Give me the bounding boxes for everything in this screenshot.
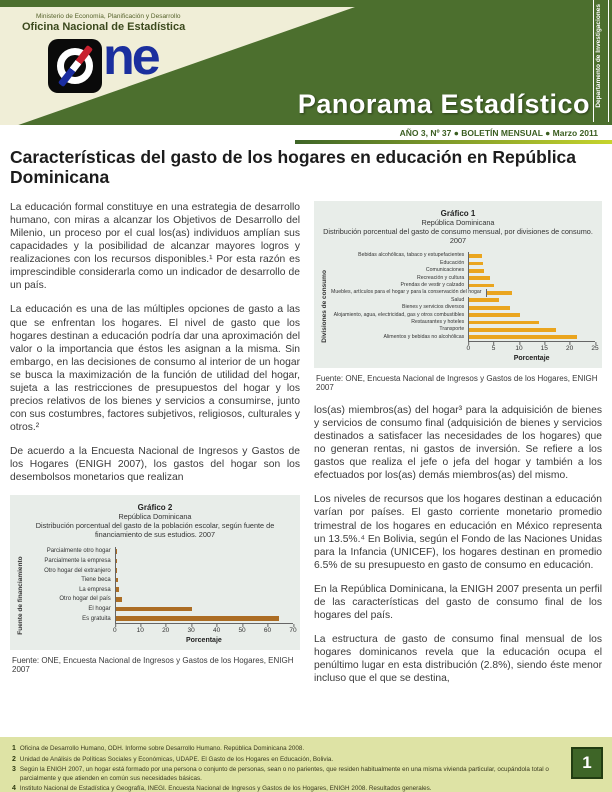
bar-category-label: Muebles, artículos para el hogar y para la conservación del hogar (331, 289, 482, 296)
x-axis-tick: 50 (238, 624, 245, 634)
x-axis-tick: 30 (188, 624, 195, 634)
x-axis-tick: 0 (466, 342, 470, 352)
bar-row (27, 604, 293, 614)
bar (469, 254, 482, 258)
bar-category-label: Educación (440, 259, 465, 266)
bar-row (331, 252, 595, 259)
bar (469, 335, 577, 339)
footnote-number: 3 (12, 766, 16, 774)
bar (116, 559, 117, 564)
bar-row (331, 326, 595, 333)
bar-row (27, 595, 293, 605)
chart-country: República Dominicana (421, 218, 495, 227)
footnote (12, 756, 562, 764)
plot-area (331, 252, 599, 363)
bar-track (468, 252, 595, 259)
footnote-text: Según la ENIGH 2007, un hogar está formado por una persona o conjunto de personas, sean o no parientes, que residen habitualmente en una misma vivienda particular, ocupándola total o parcialmente y que atienden en común sus necesidades básicas. (19, 766, 549, 782)
bar-track (115, 547, 293, 557)
bar-track (115, 566, 293, 576)
footnote-band (0, 737, 612, 792)
bar-category-label: Alimentos y bebidas no alcohólicas (383, 333, 465, 340)
chart-source: Fuente: ONE, Encuesta Nacional de Ingresos y Gastos de los Hogares, ENIGH 2007 (12, 656, 294, 675)
x-axis-tick: 20 (162, 624, 169, 634)
bar-row (331, 282, 595, 289)
bar-row (27, 556, 293, 566)
footnote (12, 766, 562, 782)
bar-track (115, 585, 293, 595)
gradient-divider (295, 140, 612, 144)
x-axis-tick: 10 (137, 624, 144, 634)
bar (469, 284, 494, 288)
plot-area (27, 547, 297, 645)
bar-row (331, 304, 595, 311)
bar-category-label: El hogar (88, 605, 111, 612)
bar-track (115, 614, 293, 624)
bar (116, 568, 117, 573)
bar-row (331, 260, 595, 267)
bar (116, 597, 122, 602)
bar-category-label: Prendas de vestir y calzado (400, 281, 465, 288)
bar-row (331, 311, 595, 318)
bar-category-label: Transporte (439, 326, 465, 333)
x-axis-tick: 5 (492, 342, 496, 352)
bar-track (468, 282, 595, 289)
bar-rows (27, 547, 293, 624)
bar-track (468, 304, 595, 311)
grafico-1-panel (314, 201, 602, 368)
right-column (314, 201, 602, 696)
page-number-box (571, 747, 603, 779)
bar-category-label: Es gratuita (82, 615, 111, 622)
bar-row (331, 319, 595, 326)
bar-row (331, 334, 595, 341)
x-axis-tick: 40 (213, 624, 220, 634)
body-paragraph: En la República Dominicana, la ENIGH 2007 presenta un perfil de las características del gasto de consumo final de los hogares del país. (314, 583, 602, 621)
bar (116, 587, 119, 592)
department-label: Departamento de Investigaciones (595, 4, 602, 108)
bar-category-label: Parcialmente la empresa (44, 557, 111, 564)
body-paragraph: La educación formal constituye en una estrategia de desarrollo humano, con miras a alcanzar los Objetivos de Desarrollo del Milenio, un proceso por el cual los(as) individuos amplían sus capacidades y la posibilidad de alcanzar mayores logros y realizaciones con los recursos disponibles.¹ Por esta razón es imprescindible considerarla como un indicador de desarrollo de un país. (10, 202, 300, 292)
bar-rows (331, 252, 595, 341)
bar-track (115, 595, 293, 605)
bar (116, 607, 192, 612)
y-axis-label: Divisiones de consumo (321, 270, 328, 344)
x-axis-tick: 20 (566, 342, 573, 352)
footnote (12, 745, 562, 753)
bar-row (27, 575, 293, 585)
bar (487, 291, 512, 295)
chart-area (321, 252, 599, 363)
bar-row (331, 267, 595, 274)
bar (469, 269, 484, 273)
footnote-number: 4 (12, 785, 16, 792)
two-column-body (10, 201, 602, 696)
bar (469, 276, 490, 280)
x-axis-tick: 25 (591, 342, 598, 352)
x-axis-label: Porcentaje (185, 637, 222, 645)
body-paragraph: La estructura de gasto de consumo final mensual de los hogares dominicanos revela que la educación ocupa el penúltimo lugar en esta distribución (2.8%), siendo éste menor incluso que el que se destina, (314, 633, 602, 685)
x-axis-tick: 60 (264, 624, 271, 634)
bar-row (331, 297, 595, 304)
bar (469, 328, 556, 332)
bar-track (115, 575, 293, 585)
chart-title: Gráfico 2 (137, 503, 173, 513)
bar-category-label: Tiene beca (81, 577, 111, 584)
bar-track (468, 267, 595, 274)
bar (469, 321, 538, 325)
department-strip (593, 0, 609, 122)
bar-track (468, 297, 595, 304)
x-axis-label: Porcentaje (513, 355, 550, 363)
chart-title: Gráfico 1 (440, 209, 476, 218)
x-axis-tick: 15 (541, 342, 548, 352)
publication-title: Panorama Estadístico (297, 89, 590, 119)
bar-category-label: Otro hogar del extranjero (44, 567, 111, 574)
bar-row (331, 289, 595, 296)
body-paragraph: Los niveles de recursos que los hogares destinan a educación varían por países. El gasto corriente monetario promedio trimestral de los hogares en educación en México representa un 13.5%.⁴ En Bolivia, según el Fondo de las Naciones Unidas para la Infancia (UNICEF), los hogares destinan en promedio 6.5% de su presupuesto en gasto de consumo en educación. (314, 494, 602, 571)
article-headline: Características del gasto de los hogares en educación en República Dominicana (10, 147, 577, 187)
bar-category-label: La empresa (79, 586, 111, 593)
y-axis-label: Fuente de financiamiento (17, 556, 24, 635)
bar-category-label: Restaurantes y hoteles (411, 318, 465, 325)
bar-track (468, 319, 595, 326)
grafico-2-panel (10, 495, 300, 650)
bar (469, 298, 499, 302)
x-axis (466, 341, 599, 353)
ministry-name: Ministerio de Economía, Planificación y Desarrollo (36, 13, 181, 20)
bar-row (331, 275, 595, 282)
page-number: 1 (582, 753, 592, 772)
bar (469, 262, 483, 266)
one-logo (48, 39, 102, 93)
x-axis-tick: 10 (515, 342, 522, 352)
top-green-bar (0, 0, 612, 7)
bar-track (468, 260, 595, 267)
chart-description: Distribución porcentual del gasto de consumo mensual, por divisiones de consumo. 2007 (323, 227, 593, 246)
office-name: Oficina Nacional de Estadística (22, 21, 186, 33)
footnote-number: 2 (12, 755, 16, 763)
body-paragraph: La educación es una de las múltiples opciones de gasto a las que se enfrentan los hogares. El nivel de gasto que los hogares destinan a educación podría dar una aproximación del valor o la importancia que éstos les asignan a la misma. Sin embargo, en las decisiones de consumo al interior de un hogar se busca la maximización de la función de utilidad del hogar, sujeta a las restricciones de presupuestos del hogar y los precios relativos de los bienes y servicios a consumirse, junto con sus costumbres, factores subjetivos, religiosos, culturales y otros.² (10, 304, 300, 433)
bar-category-label: Bienes y servicios diversos (401, 304, 465, 311)
bar-row (27, 547, 293, 557)
bar (469, 313, 519, 317)
chart-area (17, 547, 297, 645)
bar-category-label: Alojamiento, agua, electricidad, gas y otros combustibles (333, 311, 465, 318)
bar-track (468, 334, 595, 341)
bar (116, 549, 117, 554)
bar-track (468, 326, 595, 333)
footnote (12, 785, 562, 792)
bar (116, 616, 279, 621)
footnote-text: Unidad de Análisis de Políticas Sociales y Económicas, UDAPE. El Gasto de los Hogares en Educación, Bolivia. (19, 755, 334, 763)
bar-category-label: Recreación y cultura (416, 274, 465, 281)
bar-category-label: Otro hogar del país (59, 596, 111, 603)
x-axis-tick: 70 (289, 624, 296, 634)
bar-category-label: Salud (450, 296, 465, 303)
bar-category-label: Comunicaciones (425, 267, 465, 274)
footnote-text: Instituto Nacional de Estadística y Geografía, INEGI. Encuesta Nacional de Ingresos y Gastos de los Hogares, ENIGH 2008. Resultados generales. (19, 785, 432, 792)
one-logo-text: ne (103, 28, 158, 86)
left-column (10, 201, 300, 696)
bar-category-label: Bebidas alcohólicas, tabaco y estupefacientes (358, 252, 465, 259)
x-axis (112, 623, 297, 635)
footnote-text: Oficina de Desarrollo Humano, ODH. Informe sobre Desarrollo Humano. República Dominicana 2008. (19, 745, 305, 752)
bar-row (27, 566, 293, 576)
bar-row (27, 614, 293, 624)
chart-source: Fuente: ONE, Encuesta Nacional de Ingresos y Gastos de los Hogares, ENIGH 2007 (316, 374, 598, 393)
chart-country: República Dominicana (118, 512, 192, 522)
x-axis-tick: 0 (113, 624, 117, 634)
body-paragraph: De acuerdo a la Encuesta Nacional de Ingresos y Gastos de los Hogares (ENIGH 2007), los gastos del hogar son los desembolsos monetarios que realizan (10, 446, 300, 484)
bar-category-label: Parcialmente otro hogar (46, 548, 111, 555)
bar-track (486, 289, 595, 296)
bar-track (115, 556, 293, 566)
issue-line: AÑO 3, Nº 37 ● BOLETÍN MENSUAL ● Marzo 2011 (399, 128, 598, 138)
chart-description: Distribución porcentual del gasto de la población escolar, según fuente de financiamiento de sus estudios. 2007 (35, 521, 275, 540)
bar-track (468, 311, 595, 318)
body-paragraph: los(as) miembros(as) del hogar³ para la adquisición de bienes y servicios de consumo final (adquisición de bienes y servicios destinados a satisfacer las necesidades de los hogares) que no generan rentas, ni gastos de inversión. Se refiere a los gastos que realiza el jefe o jefa del hogar y también a los efectuados por los(as) demás miembros(as) del mismo. (314, 405, 602, 482)
header (0, 7, 612, 125)
bar-track (468, 275, 595, 282)
bar (116, 578, 119, 583)
bar (469, 306, 509, 310)
bar-track (115, 604, 293, 614)
bar-row (27, 585, 293, 595)
footnote-number: 1 (12, 745, 16, 752)
